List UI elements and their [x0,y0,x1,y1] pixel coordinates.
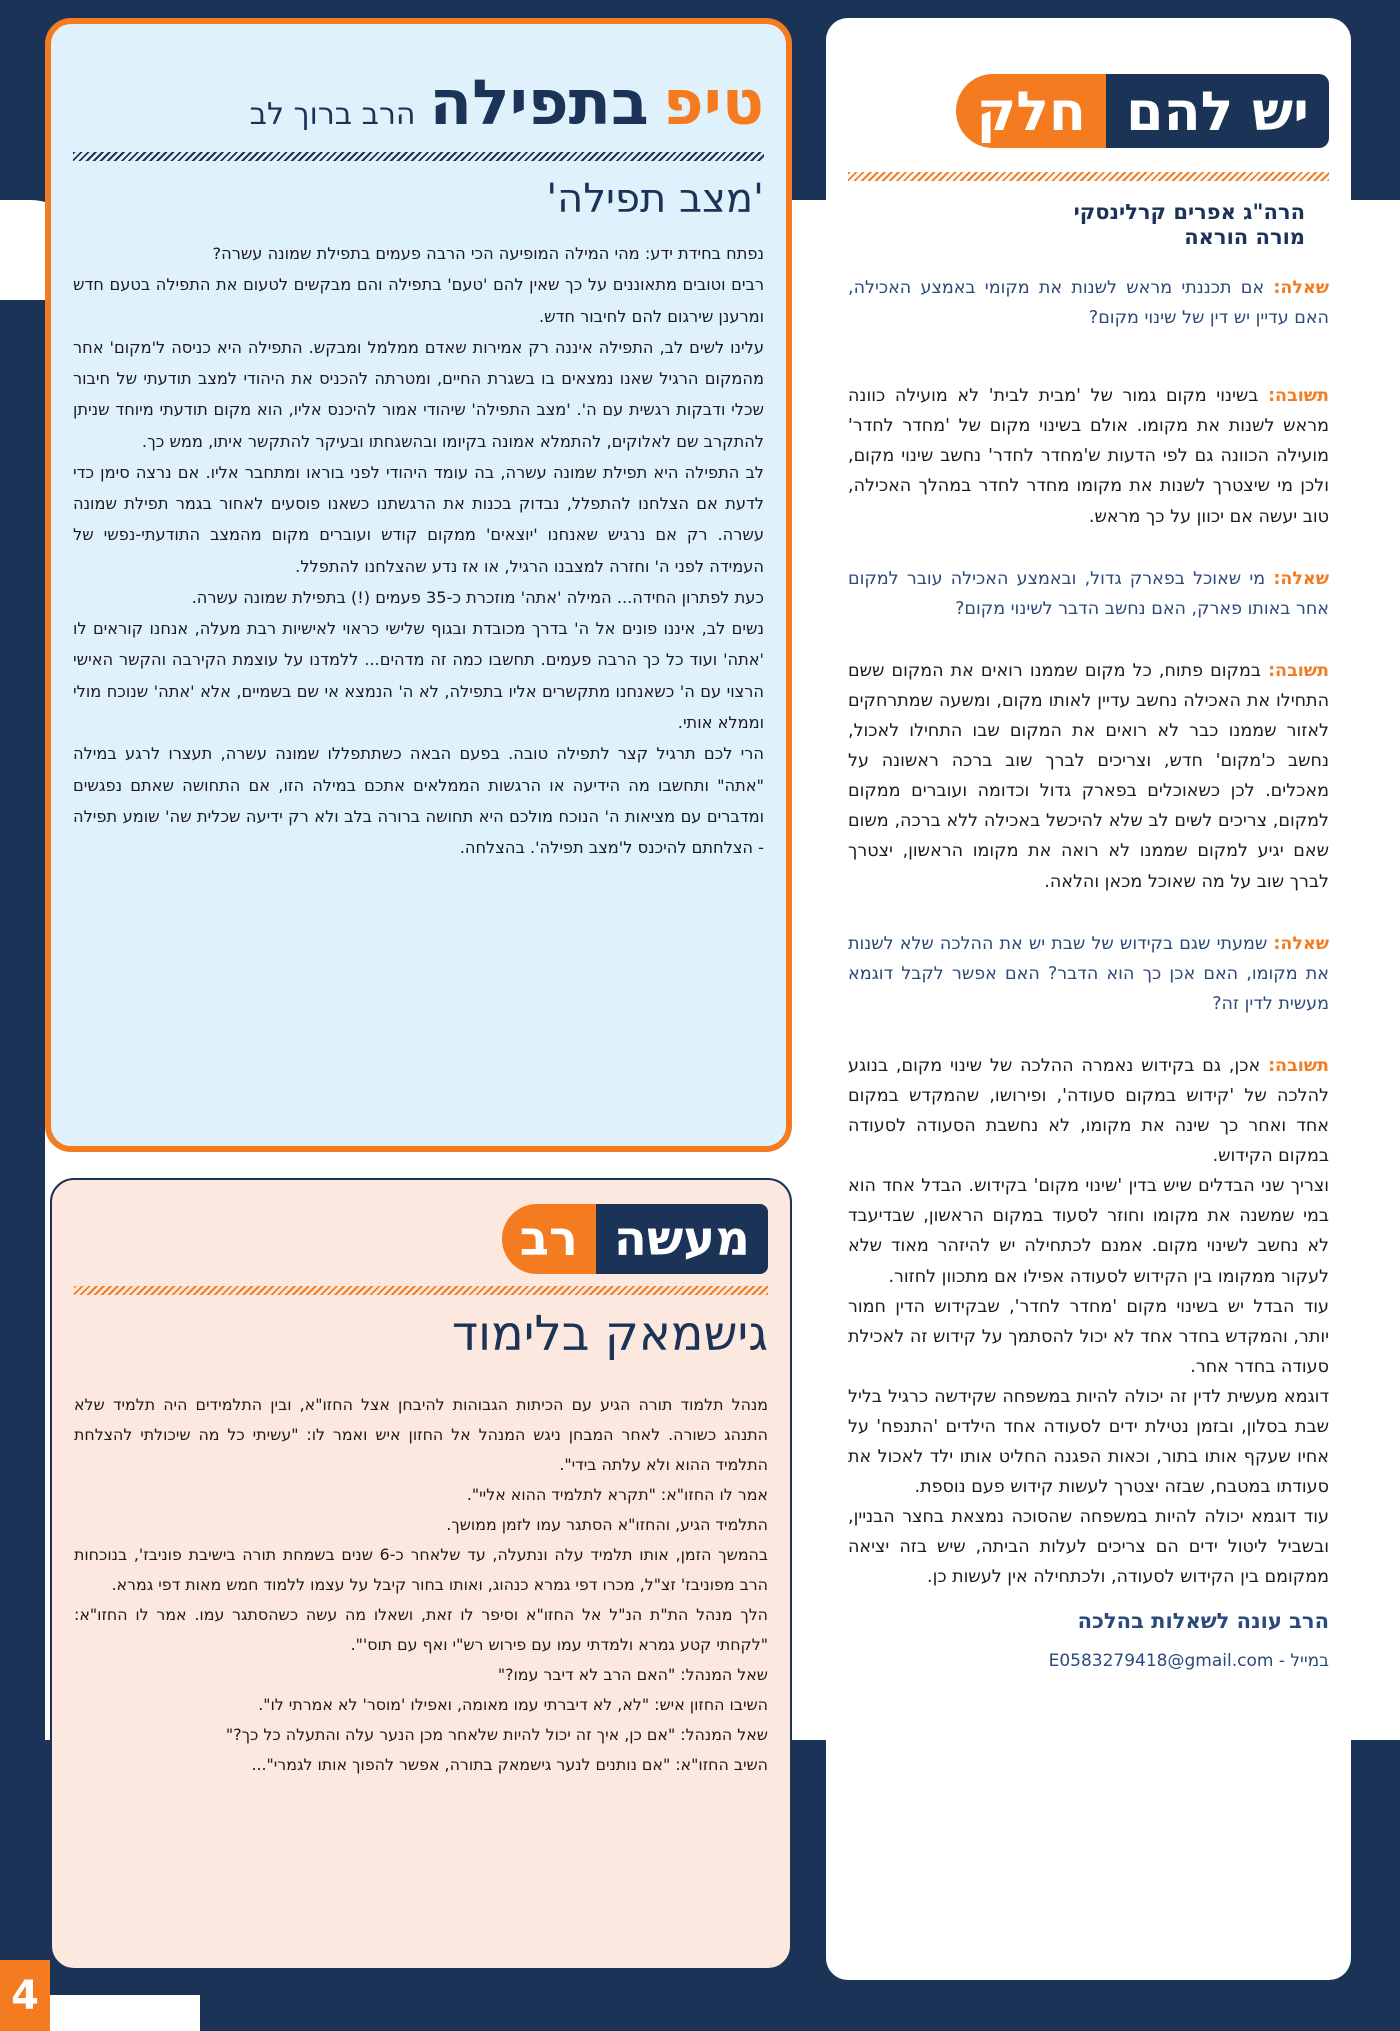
tip-paragraph: נשים לב, איננו פונים אל ה' בדרך מכובדת ובגוף שלישי כראוי לאישיות רבת מעלה, אנחנו קוראים לו 'אתה' ועוד כל כך הרבה פעמים. תחשבו כמה זה מדהים... ללמדנו על עוצמת הקירבה והקשר האישי הרצוי עם ה' כשאנחנו מתקשרים אליו בתפילה, לא ה' הנמצא אי שם בשמיים, אלא 'אתה' שנוכח מולי וממלא אותי. [73,619,764,732]
contact-label: במייל - [1278,1650,1329,1671]
tip-header-orange: טיפ [662,66,764,139]
story-paragraph: בהמשך הזמן, אותו תלמיד עלה ונתעלה, עד שלאחר כ-6 שנים בשמחת תורה בישיבת פוניבז', בנוכחות הרב מפוניבז' זצ"ל, מכרו דפי גמרא כנהוג, ואותו בחור קיבל על עצמו ללמוד חמש מאות דפי גמרא. [74,1545,769,1594]
halacha-header-orange: חלק [956,74,1106,148]
tip-header-navy: בתפילה [429,66,649,139]
story-header-navy: מעשה [596,1204,768,1274]
story-header-orange: רב [502,1204,596,1274]
halacha-divider [848,172,1329,181]
answer-text: תשובה: אכן, גם בקידוש נאמרה ההלכה של שינוי מקום, בנוגע להלכה של 'קידוש במקום סעודה', ופירושו, שהמקדש במקום אחד ואחר כך שינה את מקומו, לא נחשבת הסעודה לסעודה במקום הקידוש. [848,1055,1329,1167]
tip-paragraph: עלינו לשים לב, התפילה איננה רק אמירות שאדם ממלמל ומבקש. התפילה היא כניסה ל'מקום' אחר מהמקום הרגיל שאנו נמצאים בו בשגרת החיים, ומטרתה להכניס את היהודי למצב תודעתי של חיבור שכלי ודבקות רגשית עם ה'. 'מצב התפילה' שיהודי אמור להיכנס אליו, הוא מקום תודעתי מיוחד שניתן להתקרב שם לאלוקים, להתמלא אמונה בקיומו ובהשגחתו ובעיקר להתקשר איתו, ממש כך. [73,337,764,451]
question-text: שאלה: שמעתי שגם בקידוש של שבת יש את ההלכה שלא לשנות את מקומו, האם אכן כך הוא הדבר? האם אפשר לקבל דוגמא מעשית לדין זה? [848,933,1329,1014]
answer-label: תשובה: [1268,660,1329,681]
tip-body [73,238,764,863]
answer-text: עוד הבדל יש בשינוי מקום 'מחדר לחדר', שבקידוש הדין חמור יותר, והמקדש בחדר אחד לא יכול להסתמך על קידוש זה לאכילת סעודה בחדר אחר. [848,1296,1329,1377]
tip-box [45,18,792,1152]
question-text: שאלה: אם תכננתי מראש לשנות את מקומי באמצע האכילה, האם עדיין יש דין של שינוי מקום? [848,278,1329,329]
answer-label: תשובה: [1268,386,1329,407]
contact-line [848,1647,1329,1676]
rabbi-name-line1: הרה"ג אפרים קרלינסקי [1073,200,1305,224]
story-paragraph: אמר לו החזו"א: "תקרא לתלמיד ההוא אליי". [466,1485,768,1504]
answer-text: תשובה: בשינוי מקום גמור של 'מבית לבית' לא מועילה כוונה מראש לשנות את מקומו. אולם בשינוי מקום של 'מחדר לחדר' מועילה הכוונה גם לפי הדעות ש'מחדר לחדר' נחשב שינוי מקום, ולכן מי שיצטרך לשנות את מקומו מחדר לחדר במהלך האכילה, טוב יעשה אם יכוון על כך מראש. [848,386,1329,527]
rabbi-name-line2: מורה הוראה [1184,225,1305,250]
story-paragraph: שאל המנהל: "אם כן, איך זה יכול להיות שלאחר מכן הנער עלה והתעלה כל כך?" [225,1725,768,1744]
tip-paragraph: נפתח בחידת ידע: מהי המילה המופיעה הכי הרבה פעמים בתפילת שמונה עשרה? [212,244,764,263]
halacha-body [848,273,1329,1708]
tip-header [250,66,764,139]
answer-label: תשובה: [1268,1055,1329,1076]
qa-item [848,929,1329,1676]
story-paragraph: התלמיד הגיע, והחזו"א הסתגר עמו לזמן ממושך. [446,1515,768,1534]
answer-text: תשובה: במקום פתוח, כל מקום שממנו רואים את המקום ששם התחילו את האכילה נחשב עדיין לאותו מקום, ומשעה שמתרחקים לאזור שממנו כבר לא רואים את המקום שבו התחילו לאכול, נחשב כ'מקום' חדש, וצריכים לברך שוב ברכה ראשונה על מאכלים. לכן כשאוכלים בפארק גדול וכדומה ועוברים ממקום למקום, צריכים לשים לב שלא להיכשל באכילה ללא ברכה, משום שאם יגיע למקום שממנו לא רואה את מקומו הראשון, יצטרך לברך שוב על מה שאוכל מכאן והלאה. [848,660,1329,892]
tip-author: הרב ברוך לב [249,97,416,132]
tip-divider [73,152,764,161]
answer-text: וצריך שני הבדלים שיש בדין 'שינוי מקום' בקידוש. הבדל אחד הוא במי שמשנה את מקומו וחוזר לסעוד במקום הראשון, שבדיעבד לא נחשב לשינוי מקום. אמנם לכתחילה יש להיזהר מאוד שלא לעקור ממקומו בין הקידוש לסעודה אפילו אם מתכוון לחזור. [848,1176,1329,1287]
story-paragraph: הלך מנהל הת"ת הנ"ל אל החזו"א וסיפר לו זאת, ושאלו מה עשה כשהסתגר עמו. אמר לו החזו"א: "לקחתי קטע גמרא ולמדתי עמו עם פירוש רש"י ואף עם תוס'". [74,1605,768,1654]
tip-paragraph: לב התפילה היא תפילת שמונה עשרה, בה עומד היהודי לפני בוראו ומתחבר אליו. אם נרצה סימן כדי לדעת אם הצלחנו להתפלל, נבדוק בכנות את הרגשתנו כשאנו פוסעים לאחור בגמר תפילת שמונה עשרה. רק אם נרגיש שאנחנו 'יוצאים' ממקום קודש ועוברים מקום מהמצב התודעתי-נפשי של העמידה לפני ה' וחזרה למצבנו הרגיל, או אז נדע שהצלחנו להתפלל. [73,462,764,576]
story-header [502,1204,768,1274]
story-paragraph: השיב החזו"א: "אם נותנים לנער גישמאק בתורה, אפשר להפוך אותו לגמרי"... [251,1755,768,1774]
tip-title: 'מצב תפילה' [546,176,764,222]
question-label: שאלה: [1273,568,1329,589]
story-divider [74,1286,768,1295]
answer-text: דוגמא מעשית לדין זה יכולה להיות במשפחה שקידשה כרגיל בליל שבת בסלון, ובזמן נטילת ידים לסעודה אחד הילדים 'התנפח' על אחיו שעקף אותו בתור, וכאות הפגנה החליט אותו ילד לאכול את סעודתו במטבח, שבזה יצטרך לעשות קידוש פעם נוספת. [848,1386,1329,1498]
question-label: שאלה: [1273,278,1329,298]
question-text: שאלה: מי שאוכל בפארק גדול, ובאמצע האכילה עובר למקום אחר באותו פארק, האם נחשב הדבר לשינוי מקום? [848,568,1329,619]
halacha-header [956,74,1329,148]
story-paragraph: שאל המנהל: "האם הרב לא דיבר עמו?" [497,1665,768,1684]
qa-item [848,564,1329,897]
story-title: גישמאק בלימוד [451,1306,768,1362]
contact-email[interactable]: E0583279418@gmail.com [1048,1650,1274,1671]
story-paragraph: השיבו החזון איש: "לא, לא דיברתי עמו מאומה, ואפילו 'מוסר' לא אמרתי לו". [258,1695,768,1714]
story-paragraph: מנהל תלמוד תורה הגיע עם הכיתות הגבוהות להיבחן אצל החזו"א, ובין התלמידים היה תלמיד שלא התנהג כשורה. לאחר המבחן ניגש המנהל אל החזון איש ואמר לו: "עשיתי כל מה שיכולתי להצלחת התלמיד ההוא ולא עלתה בידי". [74,1395,768,1474]
answer-text: עוד דוגמא יכולה להיות במשפחה שהסוכה נמצאת בחצר הבניין, ובשביל ליטול ידים הם צריכים לעלות הביתה, שיש בזה יציאה ממקומם בין הקידוש לסעודה, ולכתחילה אין לעשות כן. [848,1507,1329,1588]
halacha-header-navy: יש להם [1106,74,1329,148]
halacha-column [826,18,1351,1980]
tip-paragraph: כעת לפתרון החידה... המילה 'אתה' מוזכרת כ-35 פעמים (!) בתפילת שמונה עשרה. [191,587,764,607]
tip-paragraph: הרי לכם תרגיל קצר לתפילה טובה. בפעם הבאה כשתתפללו שמונה עשרה, תעצרו לרגע במילה "אתה" ותחשבו מה הידיעה או הרגשות הממלאים אתכם במילה הזו, אם התחושה שאתם נפגשים ומדברים עם מציאות ה' הנוכח מולכם היא תחושה ברורה בלב ולא רק ידיעה שכלית שה' שומע תפילה - הצלחתם להיכנס ל'מצב תפילה'. בהצלחה. [73,744,764,858]
story-body [74,1390,768,1780]
tip-paragraph: רבים וטובים מתאוננים על כך שאין להם 'טעם' בתפילה והם מבקשים לטעום את התפילה בטעם חדש ומרענן שירגום להם לחיבור חדש. [73,275,764,326]
page-number: 4 [0,1960,50,2031]
rabbi-name [1074,200,1305,250]
contact-title: הרב עונה לשאלות בהלכה [1077,1608,1329,1633]
question-label: שאלה: [1273,933,1329,954]
footer-strip [50,1995,200,2031]
story-box [50,1178,792,1970]
qa-item [848,273,1329,532]
